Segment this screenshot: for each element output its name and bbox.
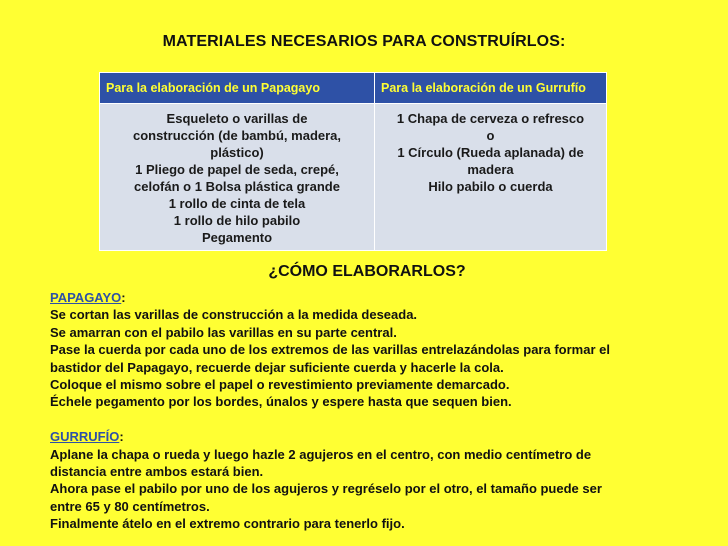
spacer: [50, 411, 722, 428]
table-row: [100, 104, 607, 251]
cell-gurrufio-materials: [375, 104, 607, 251]
table-header-row: [100, 73, 607, 104]
material-line: plástico): [210, 145, 264, 160]
instruction-line: Aplane la chapa o rueda y luego hazle 2 agujeros en el centro, con medio centímetro de: [50, 446, 592, 462]
material-line: Pegamento: [201, 230, 273, 245]
instruction-line: Se amarran con el pabilo las varillas en su parte central.: [50, 324, 397, 340]
materials-table: [99, 72, 607, 251]
header-gurrufio: Para la elaboración de un Gurrufío: [375, 73, 607, 104]
material-line: 1 rollo de cinta de tela: [168, 196, 306, 211]
instruction-line: Ahora pase el pabilo por uno de los agujeros y regréselo por el otro, el tamaño puede ser: [50, 481, 602, 497]
gurrufio-label: GURRUFÍO: [50, 429, 120, 445]
material-line: madera: [467, 162, 514, 177]
section-subtitle: ¿CÓMO ELABORARLOS?: [268, 263, 466, 280]
material-line: celofán o 1 Bolsa plástica grande: [134, 179, 340, 194]
instruction-line: Échele pegamento por los bordes, únalos y espere hasta que sequen bien.: [50, 394, 512, 410]
page-title: MATERIALES NECESARIOS PARA CONSTRUÍRLOS:: [162, 33, 566, 50]
material-line: construcción (de bambú, madera,: [132, 128, 342, 143]
material-line: 1 rollo de hilo pabilo: [173, 213, 301, 228]
instruction-line: Pase la cuerda por cada uno de los extremos de las varillas entrelazándolas para formar el: [50, 342, 610, 358]
material-line: 1 Círculo (Rueda aplanada) de: [397, 145, 584, 160]
instruction-line: Coloque el mismo sobre el papel o revestimiento previamente demarcado.: [50, 377, 510, 393]
cell-papagayo-materials: [100, 104, 375, 251]
papagayo-label: PAPAGAYO: [50, 290, 122, 305]
instruction-line: Finalmente átelo en el extremo contrario para tenerlo fijo.: [50, 516, 405, 532]
gurrufio-heading: [50, 428, 722, 445]
instruction-line: Se cortan las varillas de construcción a la medida deseada.: [50, 307, 418, 323]
material-line: 1 Pliego de papel de seda, crepé,: [135, 162, 339, 177]
instruction-line: entre 65 y 80 centímetros.: [50, 498, 210, 514]
header-papagayo: Para la elaboración de un Papagayo: [100, 73, 375, 104]
papagayo-colon: :: [121, 290, 126, 305]
instructions: [50, 289, 722, 533]
instruction-line: distancia entre ambos estará bien.: [50, 464, 264, 480]
material-line: Hilo pabilo o cuerda: [428, 179, 553, 194]
material-line: Esqueleto o varillas de: [166, 111, 308, 126]
papagayo-heading: [50, 289, 722, 306]
gurrufio-colon: :: [119, 429, 124, 445]
instruction-line: bastidor del Papagayo, recuerde dejar suficiente cuerda y hacerle la cola.: [50, 359, 504, 375]
material-line: 1 Chapa de cerveza o refresco: [396, 111, 585, 126]
material-line: o: [486, 128, 495, 143]
